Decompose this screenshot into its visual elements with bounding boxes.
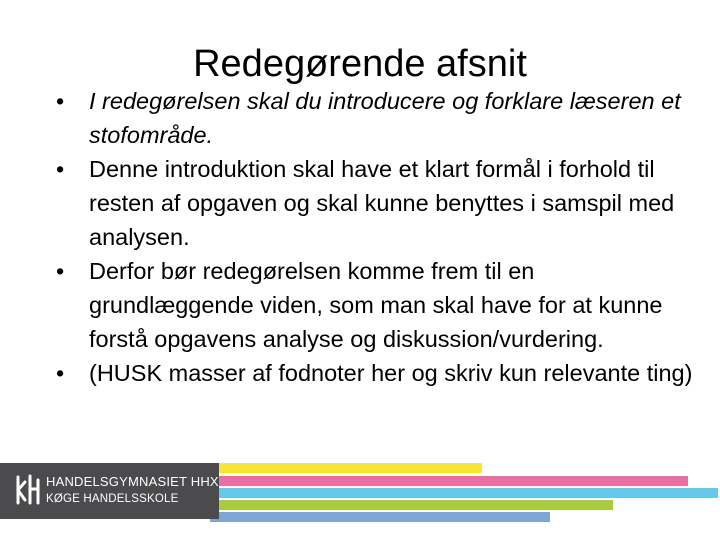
footer-stripe-green [210, 500, 613, 510]
school-emblem-icon [12, 472, 42, 508]
bullet-text: I redegørelsen skal du introducere og forklare læseren et stofområde. [89, 88, 681, 148]
logo-line-1: HANDELSGYMNASIET HHX [46, 474, 219, 489]
footer-stripe-light-blue [210, 512, 550, 522]
footer-stripe-pink [210, 476, 688, 486]
bullet-marker: • [56, 156, 65, 182]
footer-stripe-blue [210, 488, 718, 498]
bullet-text: (HUSK masser af fodnoter her og skriv kun relevante ting) [89, 360, 693, 386]
bullet-list [56, 84, 696, 390]
slide-title: Redegørende afsnit [193, 43, 527, 85]
bullet-text: Denne introduktion skal have et klart formål i forhold til resten af opgaven og skal kunne benyttes i samspil med analysen. [89, 156, 675, 250]
bullet-item [56, 84, 696, 152]
bullet-marker: • [56, 258, 65, 284]
bullet-item [56, 254, 696, 356]
bullet-item [56, 356, 696, 390]
logo-line-2: KØGE HANDELSSKOLE [46, 493, 179, 505]
bullet-marker: • [56, 360, 65, 386]
bullet-item [56, 152, 696, 254]
bullet-marker: • [56, 88, 65, 114]
bullet-text: Derfor bør redegørelsen komme frem til en grundlæggende viden, som man skal have for at kunne forstå opgavens analyse og diskussion/vurdering. [89, 258, 663, 352]
footer-stripe-yellow [210, 463, 482, 473]
school-logo [0, 463, 219, 519]
